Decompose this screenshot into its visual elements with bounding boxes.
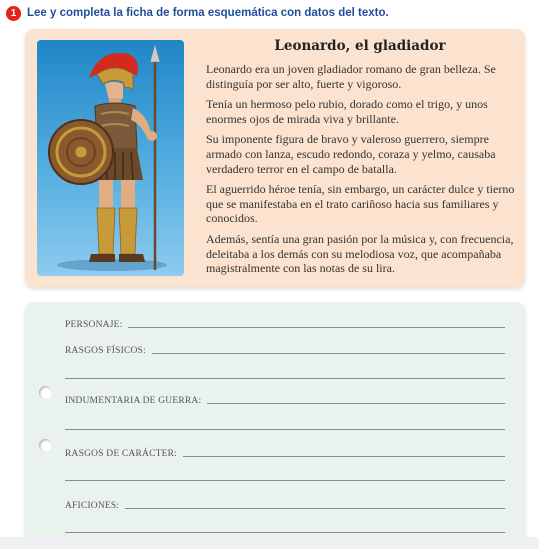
field-label: INDUMENTARIA DE GUERRA:	[65, 396, 202, 406]
story-paragraph: El aguerrido héroe tenía, sin embargo, un carácter dulce y tierno que se manifestaba en el trato cariñoso hacia sus familiares y conocidos.	[206, 182, 515, 226]
field-personaje[interactable]	[65, 316, 505, 330]
field-label: RASGOS DE CARÁCTER:	[65, 449, 178, 459]
field-label: PERSONAJE:	[65, 320, 123, 330]
instruction-text: Lee y completa la ficha de forma esquemática con datos del texto.	[27, 7, 389, 19]
field-rasgos-de-caracter[interactable]	[65, 445, 505, 459]
exercise-instruction	[6, 4, 389, 22]
page-bottom-strip	[0, 537, 539, 549]
answer-line[interactable]	[65, 378, 505, 379]
answer-line[interactable]	[207, 403, 505, 404]
gladiator-illustration	[37, 40, 184, 276]
story-paragraph: Leonardo era un joven gladiador romano de gran belleza. Se distinguía por ser alto, fuerte y vigoroso.	[206, 62, 496, 91]
story-box	[25, 29, 525, 287]
exercise-number-badge: 1	[6, 6, 21, 21]
answer-line[interactable]	[128, 327, 505, 328]
answer-line[interactable]	[65, 532, 505, 533]
answer-line[interactable]	[125, 508, 505, 509]
field-rasgos-fisicos[interactable]	[65, 342, 505, 356]
field-aficiones[interactable]	[65, 497, 505, 511]
story-title: Leonardo, el gladiador	[274, 38, 446, 54]
gladiator-image-icon	[37, 40, 184, 276]
field-indumentaria-de-guerra[interactable]	[65, 392, 505, 406]
answer-line[interactable]	[65, 480, 505, 481]
field-label: RASGOS FÍSICOS:	[65, 346, 146, 356]
story-paragraph: Tenía un hermoso pelo rubio, dorado como el trigo, y unos enormes ojos de mirada viva y brillante.	[206, 97, 488, 126]
binder-hole-icon	[39, 439, 52, 452]
answer-line[interactable]	[183, 456, 505, 457]
answer-line[interactable]	[65, 429, 505, 430]
answer-line[interactable]	[152, 353, 505, 354]
story-paragraph: Además, sentía una gran pasión por la música y, con frecuencia, deleitaba a los demás con su melodiosa voz, que acompañaba magistralmente con las notas de su lira.	[206, 231, 514, 276]
field-label: AFICIONES:	[65, 501, 120, 511]
story-body	[206, 62, 524, 282]
character-form-card	[25, 302, 525, 549]
binder-hole-icon	[39, 386, 52, 399]
story-paragraph: Su imponente figura de bravo y valeroso guerrero, siempre armado con lanza, escudo redondo, coraza y yelmo, causaba verdadero terror en el campo de batalla.	[206, 132, 496, 176]
